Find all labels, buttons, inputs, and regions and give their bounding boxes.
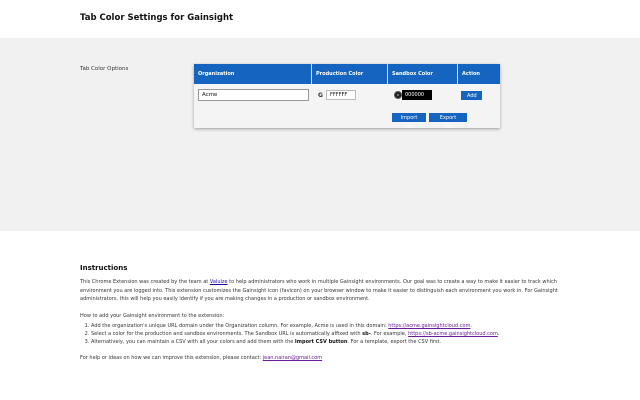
contact-text: For help or ideas on how we can improve this extension, please contact: xyxy=(80,355,263,361)
step2-text-b: . For example, xyxy=(370,331,409,337)
column-header-organization: Organization xyxy=(194,64,312,84)
gainsight-g-icon: G xyxy=(318,92,323,99)
sandbox-color-input[interactable]: 000000 xyxy=(402,90,432,100)
step1-text: Add the organization's unique URL domain under the Organization column. For example, Acme is used in this domain: xyxy=(91,323,389,329)
contact-email-link[interactable]: jean.nairan@gmail.com xyxy=(262,355,323,361)
how-to-heading: How to add your Gainsight environment to the extension: xyxy=(80,312,225,319)
steps-list xyxy=(80,322,560,346)
step2-end: . xyxy=(497,331,500,337)
production-color-input[interactable]: FFFFFF xyxy=(326,90,356,100)
export-csv-button[interactable]: Export CSV xyxy=(429,113,467,122)
column-header-sandbox-color: Sandbox Color xyxy=(388,64,458,84)
step1-end: . xyxy=(470,323,473,329)
column-header-production-color: Production Color xyxy=(312,64,388,84)
valuize-link[interactable]: Valuize xyxy=(209,279,228,285)
gainsight-dark-icon xyxy=(394,91,402,99)
sandbox-domain-link[interactable]: https://sb-acme.gainsightcloud.com xyxy=(408,331,498,337)
acme-domain-link[interactable]: https://acme.gainsightcloud.com xyxy=(388,323,471,329)
table-header xyxy=(194,64,500,84)
list-item xyxy=(91,330,560,338)
section-label: Tab Color Options xyxy=(80,66,129,72)
instructions-section xyxy=(80,264,560,363)
intro-text-a: This Chrome Extension was created by the team at xyxy=(80,279,210,285)
list-item xyxy=(91,322,560,330)
import-csv-bold: Import CSV button xyxy=(294,339,348,345)
sb-prefix: sb- xyxy=(362,331,371,337)
step3-text: Alternatively, you can maintain a CSV with all your colors and add them with the xyxy=(91,339,295,345)
add-button[interactable]: Add xyxy=(461,91,482,100)
page-title: Tab Color Settings for Gainsight xyxy=(80,13,234,23)
organization-input[interactable]: Acme xyxy=(198,89,309,101)
instructions-title: Instructions xyxy=(80,264,128,272)
step2-text: Select a color for the production and sandbox environments. The Sandbox URL is automatically affixed with xyxy=(91,331,363,337)
contact-paragraph xyxy=(80,354,560,363)
column-header-action: Action xyxy=(462,71,480,77)
intro-paragraph xyxy=(80,278,560,304)
import-csv-button[interactable]: Import CSV xyxy=(392,113,426,122)
tab-color-panel xyxy=(194,64,500,128)
list-item xyxy=(91,338,560,346)
step3-end: . For a template, export the CSV first. xyxy=(347,339,442,345)
intro-text-b: to help administrators who work in multiple Gainsight environments. Our goal was to create a way to make it easier to track which environment you are logged into. This extension customizes the Gainsight icon (favicon) on your browser window to make it easier to distinguish each environment you work in. For Gainsight administrators, this will help you easily identify if you are making changes in a production or sandbox environment. xyxy=(80,279,558,302)
